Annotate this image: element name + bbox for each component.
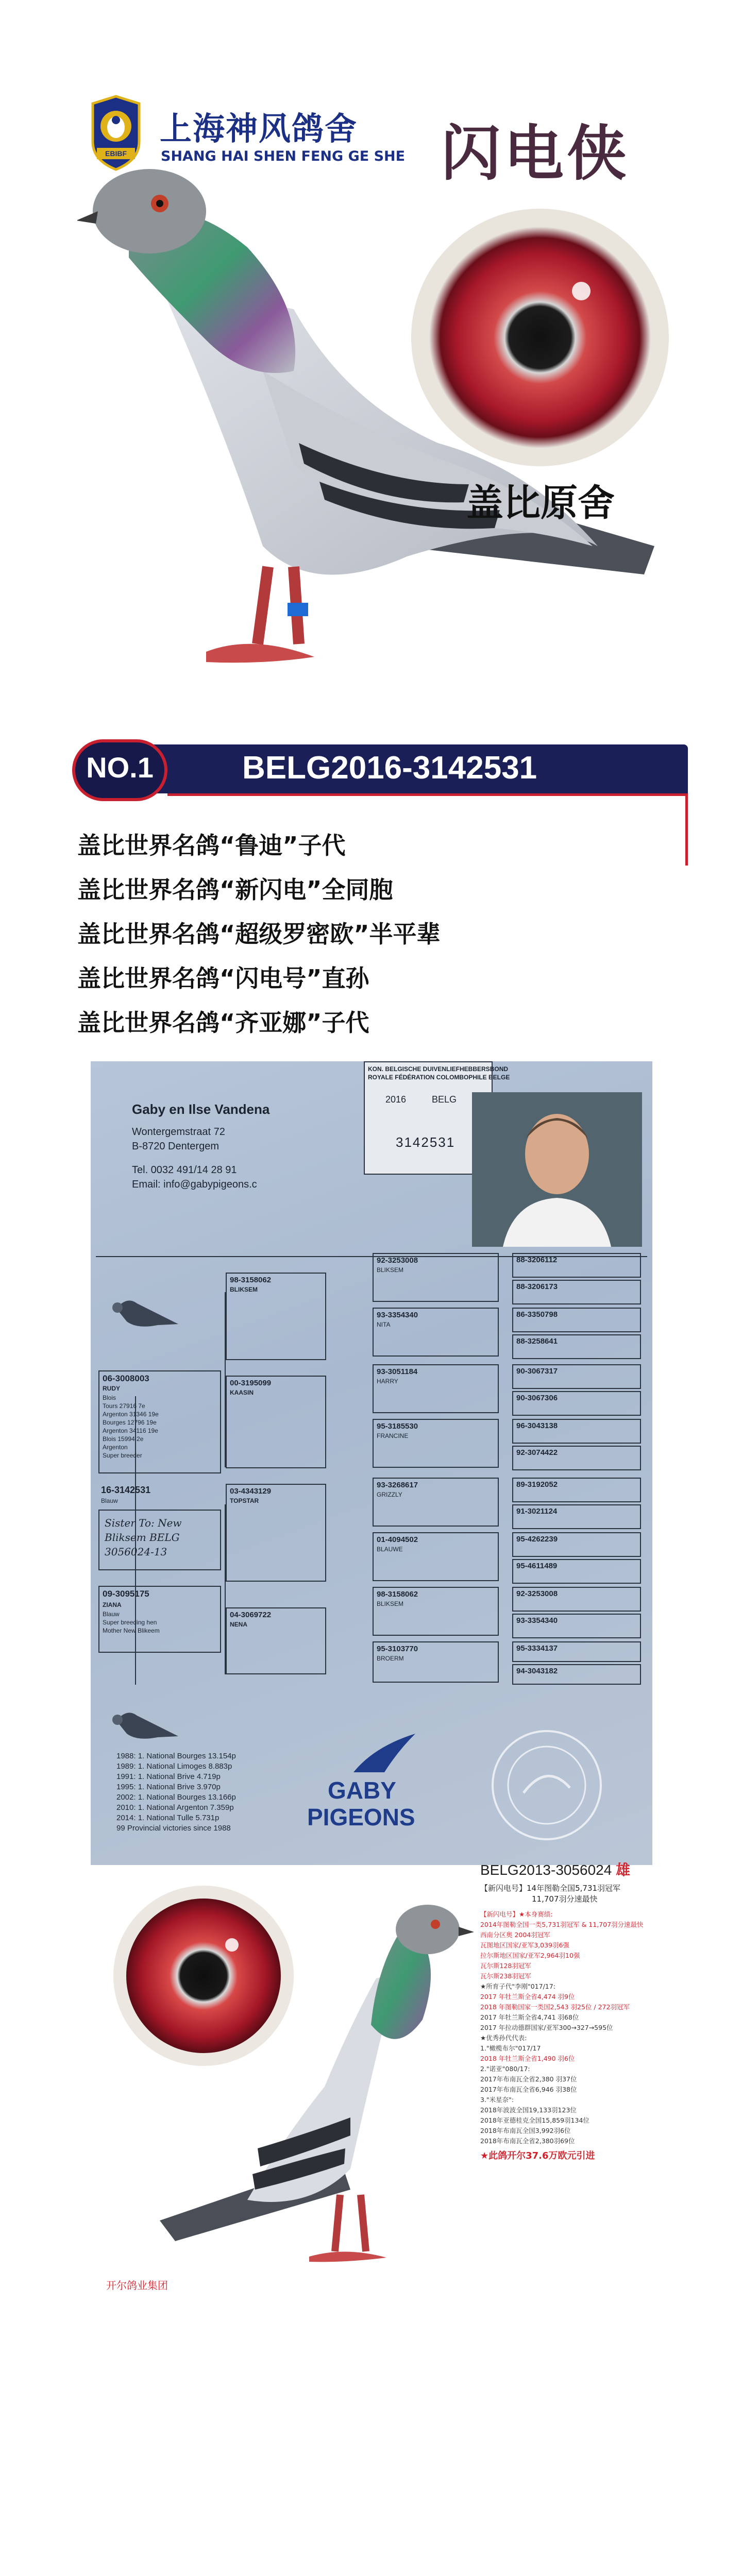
sire-result: Bourges 12796 19e bbox=[103, 1419, 157, 1426]
national-result: 1995: 1. National Brive 3.970p bbox=[116, 1783, 221, 1791]
gen4-box bbox=[512, 1334, 641, 1359]
sire-result: Blois 15994 2e bbox=[103, 1435, 144, 1443]
gen4-box bbox=[512, 1532, 641, 1557]
gen3-ring: 95-3103770 bbox=[377, 1645, 418, 1653]
gen2-name: NENA bbox=[230, 1621, 248, 1628]
dam-note: Super breeding hen bbox=[103, 1619, 157, 1626]
record-line: 1."橄榄布尔"017/17 bbox=[480, 2044, 541, 2052]
record-subtitle-1: 【新闪电号】14年图勒全国5,731羽冠军 bbox=[480, 1884, 621, 1893]
ring-card-country: BELG bbox=[432, 1094, 457, 1105]
gen2-box bbox=[226, 1484, 326, 1582]
sire-result: Argenton 31346 19e bbox=[103, 1411, 159, 1418]
pedigree-line: 盖比世界名鸽“齐亚娜”子代 bbox=[77, 1009, 369, 1037]
sire-result: Blois bbox=[103, 1394, 116, 1401]
record-line: 2018年布南瓦全省2,380羽69位 bbox=[480, 2137, 575, 2145]
gen3-name: BLAUWE bbox=[377, 1546, 403, 1553]
national-result: 1989: 1. National Limoges 8.883p bbox=[116, 1762, 232, 1771]
sire-ring: 06-3008003 bbox=[103, 1374, 149, 1383]
eye-photo bbox=[406, 204, 674, 471]
ring-card-title-2: ROYALE FÉDÉRATION COLOMBOPHILE BELGE bbox=[368, 1074, 510, 1081]
dam-box bbox=[98, 1586, 221, 1653]
gen4-box bbox=[512, 1614, 641, 1638]
ring-card-title-1: KON. BELGISCHE DUIVENLIEFHEBBERSBOND bbox=[368, 1065, 509, 1073]
gen4-ring: 88-3206173 bbox=[516, 1282, 558, 1291]
gen2-box bbox=[226, 1607, 326, 1674]
gen3-ring: 98-3158062 bbox=[377, 1590, 418, 1599]
gen4-box bbox=[512, 1504, 641, 1529]
record-line: 瓦尔斯238羽冠军 bbox=[480, 1972, 531, 1980]
gen2-box bbox=[226, 1376, 326, 1468]
sire-result: Tours 27916 7e bbox=[103, 1402, 145, 1410]
gen2-name: TOPSTAR bbox=[230, 1497, 259, 1504]
gen4-ring: 92-3253008 bbox=[516, 1589, 558, 1598]
gen4-box bbox=[512, 1280, 641, 1304]
gen2-ring: 03-4343129 bbox=[230, 1487, 272, 1496]
gen3-box bbox=[373, 1253, 499, 1302]
gen3-box bbox=[373, 1419, 499, 1468]
gen4-ring: 86-3350798 bbox=[516, 1310, 558, 1319]
bird-name: 闪电侠 bbox=[441, 119, 630, 189]
bottom-caption: 开尔鸽业集团 bbox=[106, 2279, 168, 2292]
record-line: 3."米星奈": bbox=[480, 2096, 514, 2104]
loft-name-en: SHANG HAI SHEN FENG GE SHE bbox=[161, 148, 406, 164]
pedigree-certificate bbox=[91, 1061, 652, 1865]
national-result: 1991: 1. National Brive 4.719p bbox=[116, 1772, 221, 1781]
record-line: 2017年布南瓦全省2,380 羽37位 bbox=[480, 2075, 577, 2083]
gen3-ring: 95-3185530 bbox=[377, 1422, 418, 1431]
record-line: 2."诺亚"080/17: bbox=[480, 2065, 530, 2073]
record-ring bbox=[480, 1859, 676, 1879]
record-line: 【新闪电号】★本身赛绩: bbox=[480, 1910, 553, 1918]
national-result: 2010: 1. National Argenton 7.359p bbox=[116, 1803, 234, 1812]
gaby-brand-1: GABY bbox=[328, 1777, 396, 1804]
gen2-ring: 04-3069722 bbox=[230, 1611, 272, 1619]
loft-name-cn: 上海神风鸽舍 bbox=[160, 110, 358, 147]
record-line: 2018 年图勒国家一类国2,543 羽25位 / 272羽冠军 bbox=[480, 2003, 630, 2011]
gen4-ring: 95-3334137 bbox=[516, 1644, 558, 1653]
record-line: 西南分区奥 2004羽冠军 bbox=[480, 1931, 550, 1939]
record-sex: 雄 bbox=[616, 1862, 631, 1878]
cert-address-1: Wontergemstraat 72 bbox=[132, 1126, 225, 1138]
national-result: 1988: 1. National Bourges 13.154p bbox=[116, 1752, 236, 1760]
dam-ring: 09-3095175 bbox=[103, 1589, 149, 1599]
gen4-ring: 89-3192052 bbox=[516, 1480, 558, 1489]
pedigree-line: 盖比世界名鸽“超级罗密欧”半平辈 bbox=[77, 920, 441, 948]
svg-text:EBIBF: EBIBF bbox=[105, 149, 127, 158]
gen4-box bbox=[512, 1641, 641, 1662]
sire-result: Argenton 34116 19e bbox=[103, 1427, 158, 1434]
record-line: 2018年亚德桂克全国15,859羽134位 bbox=[480, 2116, 589, 2124]
gen3-name: BLIKSEM bbox=[377, 1266, 404, 1274]
gen2-name: KAASIN bbox=[230, 1389, 254, 1396]
dam-name: ZIANA bbox=[103, 1601, 122, 1608]
record-line: 2018年波波全国19,133羽123位 bbox=[480, 2106, 577, 2114]
banner-arm bbox=[685, 793, 688, 866]
record-line: 2018年布南瓦全国3,992羽6位 bbox=[480, 2127, 571, 2134]
gen4-ring: 96-3043138 bbox=[516, 1421, 558, 1430]
gen4-ring: 93-3354340 bbox=[516, 1616, 558, 1625]
gen3-ring: 01-4094502 bbox=[377, 1535, 418, 1544]
gen3-box bbox=[373, 1364, 499, 1413]
banner-underline bbox=[167, 793, 688, 796]
record-line: 拉尔斯地区国家/亚军2,964羽10强 bbox=[480, 1952, 580, 1959]
record-subtitle-2: 11,707羽分速最快 bbox=[532, 1894, 598, 1904]
gen3-ring: 92-3253008 bbox=[377, 1256, 418, 1265]
pigeon-silhouette-icon bbox=[106, 1288, 183, 1340]
banner-number: NO.1 bbox=[86, 751, 154, 784]
sire-record-section bbox=[0, 1855, 742, 2318]
pedigree-line: 盖比世界名鸽“新闪电”全同胞 bbox=[77, 876, 393, 904]
record-line: 2014年图勒全国一类5,731羽冠军 & 11,707羽分速最快 bbox=[480, 1921, 644, 1928]
gen4-ring: 95-4611489 bbox=[516, 1562, 558, 1570]
gen4-box bbox=[512, 1478, 641, 1502]
record-lines bbox=[480, 1909, 676, 2146]
gen3-ring: 93-3051184 bbox=[377, 1367, 418, 1376]
gen3-box bbox=[373, 1641, 499, 1683]
gen2-name: BLIKSEM bbox=[230, 1286, 258, 1293]
gen3-box bbox=[373, 1308, 499, 1357]
national-result: 2002: 1. National Bourges 13.166p bbox=[116, 1793, 236, 1802]
gen4-box bbox=[512, 1559, 641, 1584]
gen4-ring: 92-3074422 bbox=[516, 1448, 558, 1457]
record-line: ★优秀孙代代表: bbox=[480, 2034, 527, 2042]
gen4-box bbox=[512, 1391, 641, 1416]
subject-color: Blauw bbox=[101, 1497, 118, 1504]
gen3-box bbox=[373, 1478, 499, 1527]
gen4-ring: 90-3067317 bbox=[516, 1367, 558, 1376]
gen4-ring: 91-3021124 bbox=[516, 1507, 558, 1516]
record-line: 2017 年牡兰斯全省4,474 羽9位 bbox=[480, 1993, 575, 2001]
record-line: 瓦图地区国家/亚军3,039羽6强 bbox=[480, 1941, 569, 1949]
gen3-name: FRANCINE bbox=[377, 1432, 409, 1439]
handwritten-note bbox=[98, 1510, 221, 1570]
gen4-box bbox=[512, 1446, 641, 1470]
poster-header bbox=[0, 0, 742, 742]
gen4-box bbox=[512, 1308, 641, 1332]
pedigree-line: 盖比世界名鸽“鲁迪”子代 bbox=[77, 832, 346, 859]
gen4-ring: 95-4262239 bbox=[516, 1535, 558, 1544]
dam-note: Blauw bbox=[103, 1611, 120, 1618]
record-line: 瓦尔斯128羽冠军 bbox=[480, 1962, 531, 1970]
gen4-ring: 88-3258641 bbox=[516, 1337, 558, 1346]
gen4-box bbox=[512, 1419, 641, 1444]
gen4-box bbox=[512, 1364, 641, 1389]
pigeon-silhouette-icon bbox=[106, 1700, 183, 1752]
sire-result: Argenton bbox=[103, 1444, 128, 1451]
sire-box bbox=[98, 1370, 221, 1473]
subject-ring: 16-3142531 bbox=[101, 1485, 151, 1495]
gen3-ring: 93-3354340 bbox=[377, 1311, 418, 1319]
handwritten-text: Sister To: New Bliksem BELG 3056024-13 bbox=[105, 1517, 182, 1558]
pigeon-photo-2 bbox=[155, 1891, 474, 2282]
gen4-ring: 90-3067306 bbox=[516, 1394, 558, 1402]
national-result: 99 Provincial victories since 1988 bbox=[116, 1824, 231, 1833]
gen2-ring: 00-3195099 bbox=[230, 1379, 272, 1387]
record-line: 2018 年牡兰斯全省1,490 羽6位 bbox=[480, 2055, 575, 2062]
gen3-ring: 93-3268617 bbox=[377, 1481, 418, 1489]
gen2-ring: 98-3158062 bbox=[230, 1276, 272, 1284]
dam-note: Mother New Blikeem bbox=[103, 1627, 160, 1634]
breeder-label: 盖比原舍 bbox=[466, 481, 615, 524]
gen3-box bbox=[373, 1532, 499, 1581]
gen3-box bbox=[373, 1587, 499, 1636]
bird-logo-icon bbox=[348, 1731, 420, 1777]
ring-banner bbox=[72, 739, 688, 806]
record-line: 2017年布南瓦全省6,946 羽38位 bbox=[480, 2086, 577, 2093]
gen4-box bbox=[512, 1664, 641, 1685]
gen3-name: NITA bbox=[377, 1321, 391, 1328]
record-block bbox=[480, 1859, 676, 2162]
pedigree-line: 盖比世界名鸽“闪电号”直孙 bbox=[77, 964, 369, 992]
ring-card-year: 2016 bbox=[385, 1094, 407, 1105]
ring-number: BELG2016-3142531 bbox=[242, 750, 537, 786]
cert-owner: Gaby en Ilse Vandena bbox=[132, 1101, 270, 1117]
record-line: ★所育子代"李刚"017/17: bbox=[480, 1982, 555, 1990]
cert-address-2: B-8720 Dentergem bbox=[132, 1141, 219, 1152]
pedigree-highlights bbox=[77, 823, 644, 1045]
gen3-name: GRIZZLY bbox=[377, 1491, 402, 1498]
record-footer: ★此鸽开尔37.6万欧元引进 bbox=[480, 2150, 595, 2161]
breeder-portrait bbox=[472, 1092, 642, 1247]
record-line: 2017 年牡兰斯全省4,741 羽68位 bbox=[480, 2013, 579, 2021]
gen4-ring: 88-3206112 bbox=[516, 1256, 558, 1264]
gen3-name: BLIKSEM bbox=[377, 1600, 404, 1607]
gaby-brand-2: PIGEONS bbox=[307, 1804, 415, 1831]
gen4-box bbox=[512, 1587, 641, 1612]
gen4-ring: 94-3043182 bbox=[516, 1667, 558, 1675]
sire-result: Super breeder bbox=[103, 1452, 142, 1459]
cert-email: Email: info@gabypigeons.c bbox=[132, 1179, 257, 1190]
gen3-name: BROERM bbox=[377, 1655, 404, 1662]
record-line: 2017 年拉动德群国家/亚军300→327→595位 bbox=[480, 2024, 613, 2031]
record-ring-number: BELG2013-3056024 bbox=[480, 1862, 612, 1878]
national-result: 2014: 1. National Tulle 5.731p bbox=[116, 1814, 220, 1822]
sire-name: RUDY bbox=[103, 1385, 121, 1392]
gen4-box bbox=[512, 1253, 641, 1278]
stamp-seal-icon bbox=[487, 1726, 606, 1844]
gen2-box bbox=[226, 1273, 326, 1360]
cert-phone: Tel. 0032 491/14 28 91 bbox=[132, 1164, 237, 1176]
gen3-name: HARRY bbox=[377, 1378, 398, 1385]
ring-card-number: 3142531 bbox=[396, 1134, 456, 1150]
